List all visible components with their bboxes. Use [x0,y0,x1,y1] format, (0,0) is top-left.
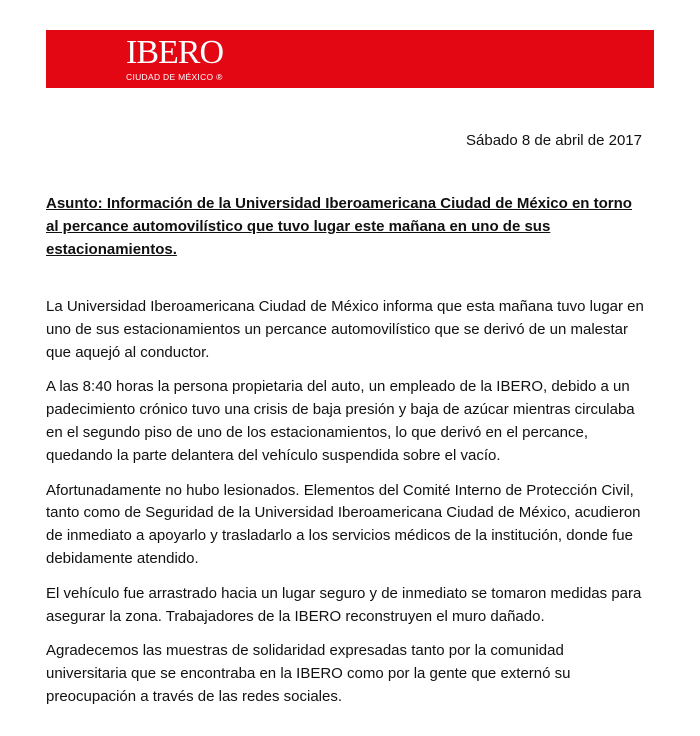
document-body [46,296,644,721]
logo-subtitle: CIUDAD DE MÉXICO ® [126,72,223,82]
paragraph-4: El vehículo fue arrastrado hacia un lugar seguro y de inmediato se tomaron medidas para asegurar la zona. Trabajadores de la IBERO reconstruyen el muro dañado. [46,584,642,625]
paragraph-5: Agradecemos las muestras de solidaridad expresadas tanto por la comunidad universitaria que se encontraba en la IBERO como por la gente que externó su preocupación a través de las redes sociales. [46,642,571,705]
subject-heading: Asunto: Información de la Universidad Iberoamericana Ciudad de México en torno al percance automovilístico que tuvo lugar este mañana en uno de sus estacionamientos. [46,195,632,258]
header-banner [46,30,654,88]
paragraph-2: A las 8:40 horas la persona propietaria del auto, un empleado de la IBERO, debido a un padecimiento crónico tuvo una crisis de baja presión y baja de azúcar mientras circulaba en el segundo piso de uno de los estacionamientos, lo que derivó en el percance, quedando la parte delantera del vehículo suspendida sobre el vacío. [46,378,635,464]
ibero-logo [126,30,223,82]
logo-wordmark: IBERO [126,34,223,71]
paragraph-1: La Universidad Iberoamericana Ciudad de México informa que esta mañana tuvo lugar en uno de sus estacionamientos un percance automovilístico que se derivó de un malestar que aquejó al conductor. [46,298,644,361]
paragraph-3: Afortunadamente no hubo lesionados. Elementos del Comité Interno de Protección Civil, tanto como de Seguridad de la Universidad Iberoamericana Ciudad de México, acudieron de inmediato a apoyarlo y trasladarlo a los servicios médicos de la institución, donde fue debidamente atendido. [46,481,641,567]
document-date: Sábado 8 de abril de 2017 [466,132,642,149]
